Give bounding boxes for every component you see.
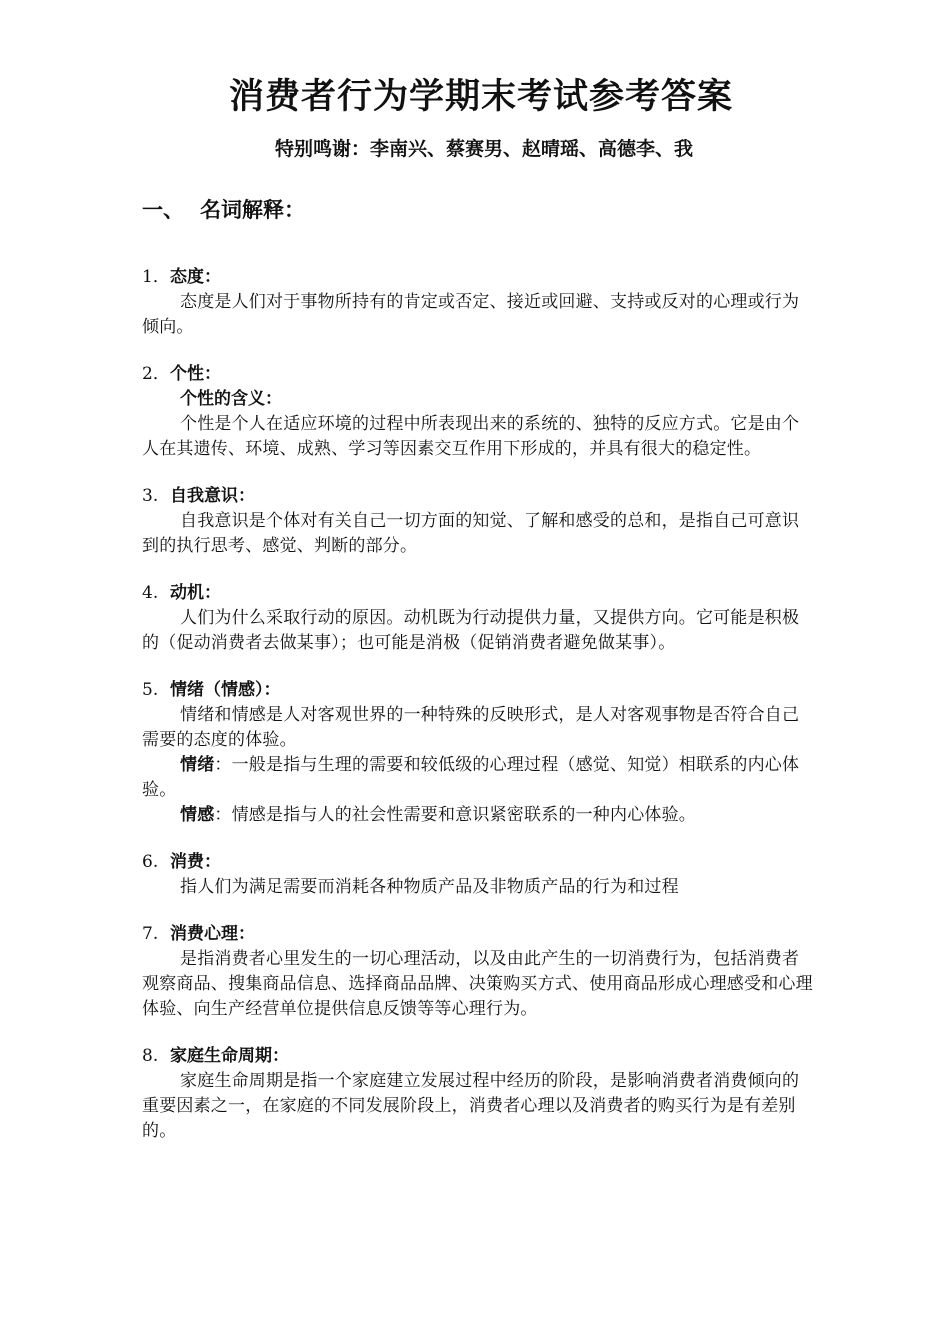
- term-title: 自我意识：: [170, 486, 255, 506]
- emotion-definition: [142, 753, 814, 803]
- term-title: 情绪（情感）：: [170, 680, 281, 700]
- term-consumption: [142, 849, 814, 900]
- term-family-life-cycle: [142, 1043, 814, 1144]
- term-number: 5.: [142, 680, 159, 700]
- term-number: 6.: [142, 852, 159, 872]
- term-title: 动机：: [170, 583, 221, 603]
- term-self-awareness: [142, 483, 814, 559]
- term-title: 家庭生命周期：: [170, 1046, 289, 1066]
- term-title: 消费心理：: [170, 924, 255, 944]
- term-heading: [142, 1043, 814, 1069]
- term-definition: 态度是人们对于事物所持有的肯定或否定、接近或回避、支持或反对的心理或行为倾向。: [142, 292, 800, 337]
- term-definition: 自我意识是个体对有关自己一切方面的知觉、了解和感受的总和，是指自己可意识到的执行思考、感觉、判断的部分。: [142, 511, 800, 556]
- term-title: 态度：: [170, 267, 221, 287]
- term-heading: [142, 580, 814, 606]
- feeling-text: ：情感是指与人的社会性需要和意识紧密联系的一种内心体验。: [214, 805, 697, 825]
- emotion-term: 情绪: [180, 755, 215, 775]
- term-subtitle: 个性的含义：: [180, 389, 282, 409]
- section-number: 一、: [142, 198, 184, 222]
- term-motivation: [142, 580, 814, 656]
- term-definition: 人们为什么采取行动的原因。动机既为行动提供力量，又提供方向。它可能是积极的（促动消费者去做某事）；也可能是消极（促销消费者避免做某事）。: [142, 608, 800, 653]
- term-definition: 家庭生命周期是指一个家庭建立发展过程中经历的阶段，是影响消费者消费倾向的重要因素之一，在家庭的不同发展阶段上，消费者心理以及消费者的购买行为是有差别的。: [142, 1071, 800, 1141]
- term-number: 7.: [142, 924, 159, 944]
- term-number: 4.: [142, 583, 159, 603]
- term-number: 8.: [142, 1046, 159, 1066]
- term-heading: [142, 677, 814, 703]
- term-consumer-psychology: [142, 921, 814, 1022]
- section-heading: [142, 194, 814, 226]
- term-emotion: [142, 677, 814, 828]
- section-label: 名词解释：: [200, 198, 305, 222]
- term-attitude: [142, 264, 814, 340]
- term-personality: [142, 361, 814, 462]
- term-definition: 是指消费者心里发生的一切心理活动，以及由此产生的一切消费行为，包括消费者观察商品、搜集商品信息、选择商品品牌、决策购买方式、使用商品形成心理感受和心理体验、向生产经营单位提供信息反馈等等心理行为。: [142, 949, 813, 1019]
- term-heading: [142, 921, 814, 947]
- term-number: 1．: [142, 267, 170, 287]
- feeling-definition: [142, 803, 814, 828]
- term-heading: [142, 483, 814, 509]
- term-heading: [142, 849, 814, 875]
- term-title: 消费：: [170, 852, 221, 872]
- term-definition: 指人们为满足需要而消耗各种物质产品及非物质产品的行为和过程: [180, 877, 679, 897]
- acknowledgements: 特别鸣谢：李南兴、蔡赛男、赵晴瑶、高德李、我: [274, 138, 693, 160]
- term-heading: [142, 361, 814, 387]
- page-title: 消费者行为学期末考试参考答案: [228, 77, 733, 117]
- term-number: 2．: [142, 364, 170, 384]
- term-heading: [142, 264, 814, 290]
- term-title: 个性：: [170, 364, 221, 384]
- feeling-term: 情感: [180, 805, 215, 825]
- term-number: 3.: [142, 486, 159, 506]
- term-definition: 个性是个人在适应环境的过程中所表现出来的系统的、独特的反应方式。它是由个人在其遗传、环境、成熟、学习等因素交互作用下形成的，并具有很大的稳定性。: [142, 414, 800, 459]
- emotion-text: ：一般是指与生理的需要和较低级的心理过程（感觉、知觉）相联系的内心体验。: [142, 755, 800, 800]
- term-definition: 情绪和情感是人对客观世界的一种特殊的反映形式，是人对客观事物是否符合自己需要的态度的体验。: [142, 705, 800, 750]
- term-list: [142, 264, 814, 1144]
